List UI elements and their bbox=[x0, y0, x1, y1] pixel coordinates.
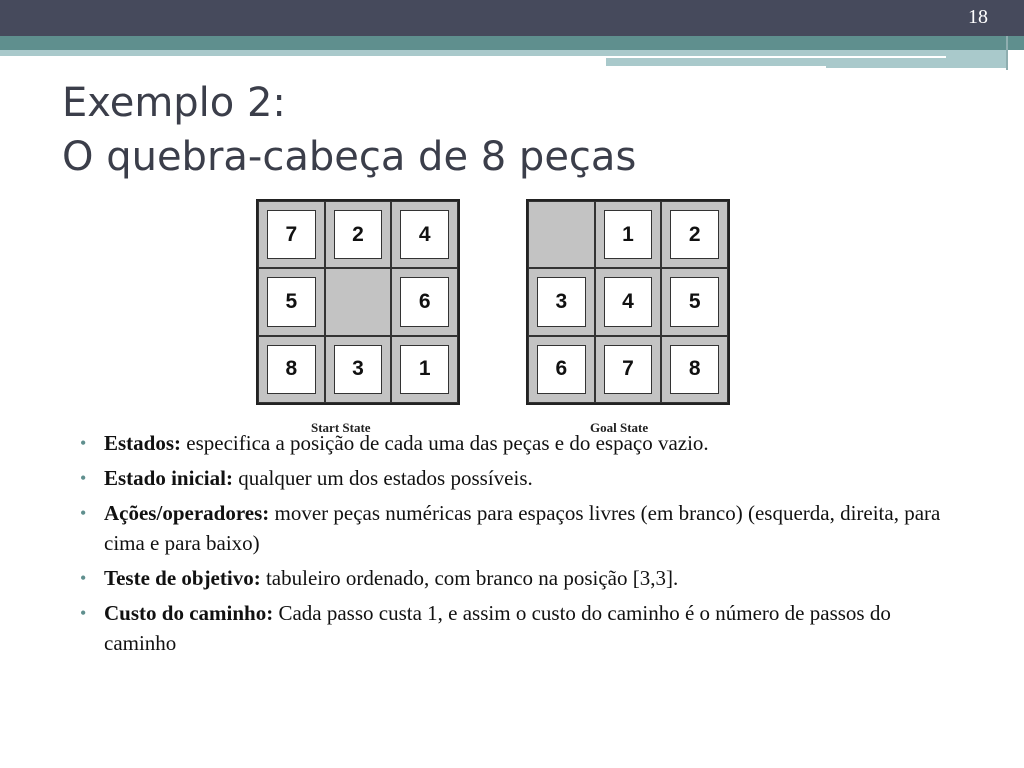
puzzle-tile: 4 bbox=[400, 210, 449, 259]
header-band-teal bbox=[0, 36, 1024, 50]
header-vertical-line bbox=[1006, 36, 1008, 70]
bullet-text: mover peças numéricas para espaços livres (em branco) (esquerda, direita, para cima e para baixo) bbox=[104, 501, 941, 555]
board-cell bbox=[528, 336, 595, 403]
puzzle-tile: 8 bbox=[267, 345, 316, 394]
puzzle-tile: 5 bbox=[267, 277, 316, 326]
puzzle-tile: 8 bbox=[670, 345, 719, 394]
start-state-label: Start State bbox=[311, 420, 371, 435]
puzzle-tile: 6 bbox=[400, 277, 449, 326]
puzzle-tile: 7 bbox=[267, 210, 316, 259]
title-line-2: O quebra-cabeça de 8 peças bbox=[62, 134, 637, 180]
bullet-item bbox=[78, 428, 958, 458]
board-cell bbox=[325, 336, 392, 403]
bullet-text: qualquer um dos estados possíveis. bbox=[232, 466, 533, 490]
header-line bbox=[606, 66, 826, 68]
board-cell bbox=[595, 201, 662, 268]
puzzle-tile: 2 bbox=[334, 210, 383, 259]
bullet-text: tabuleiro ordenado, com branco na posição [3,3]. bbox=[260, 566, 679, 590]
goal-state-label: Goal State bbox=[590, 420, 649, 435]
board-cell bbox=[258, 268, 325, 335]
board-cell bbox=[595, 336, 662, 403]
bullet-text: Cada passo custa 1, e assim o custo do caminho é o número de passos do caminho bbox=[104, 601, 891, 655]
board-cell bbox=[595, 268, 662, 335]
puzzle-tile: 1 bbox=[400, 345, 449, 394]
slide-title bbox=[62, 76, 636, 184]
title-line-1: Exemplo 2: bbox=[62, 80, 286, 126]
bullet-item bbox=[78, 463, 958, 493]
header-band-dark bbox=[0, 0, 1024, 36]
board-cell bbox=[528, 268, 595, 335]
bullet-term: Custo do caminho: bbox=[104, 601, 274, 625]
puzzle-tile: 3 bbox=[334, 345, 383, 394]
header-band-light bbox=[0, 50, 606, 56]
puzzle-tile: 6 bbox=[537, 345, 586, 394]
board-cell bbox=[391, 201, 458, 268]
board-cell bbox=[325, 201, 392, 268]
goal-state-board bbox=[526, 199, 730, 405]
puzzle-tile: 1 bbox=[604, 210, 653, 259]
bullet-list bbox=[78, 428, 958, 663]
puzzle-tile: 5 bbox=[670, 277, 719, 326]
bullet-term: Ações/operadores: bbox=[104, 501, 270, 525]
puzzle-tile: 3 bbox=[537, 277, 586, 326]
board-cell bbox=[258, 336, 325, 403]
bullet-text: especifica a posição de cada uma das peças e do espaço vazio. bbox=[181, 431, 709, 455]
bullet-item bbox=[78, 598, 958, 658]
board-cell bbox=[661, 336, 728, 403]
bullet-item bbox=[78, 563, 958, 593]
puzzle-tile: 7 bbox=[604, 345, 653, 394]
board-cell bbox=[661, 201, 728, 268]
bullet-item bbox=[78, 498, 958, 558]
page-number: 18 bbox=[968, 6, 988, 28]
puzzle-tile: 4 bbox=[604, 277, 653, 326]
board-cell bbox=[391, 268, 458, 335]
header-line bbox=[606, 56, 946, 58]
puzzle-tile: 2 bbox=[670, 210, 719, 259]
board-cell-empty bbox=[325, 268, 392, 335]
bullet-term: Estado inicial: bbox=[104, 466, 233, 490]
bullet-term: Teste de objetivo: bbox=[104, 566, 261, 590]
start-state-board bbox=[256, 199, 460, 405]
bullet-term: Estados: bbox=[104, 431, 182, 455]
board-cell bbox=[661, 268, 728, 335]
board-cell-empty bbox=[528, 201, 595, 268]
board-cell bbox=[258, 201, 325, 268]
board-cell bbox=[391, 336, 458, 403]
